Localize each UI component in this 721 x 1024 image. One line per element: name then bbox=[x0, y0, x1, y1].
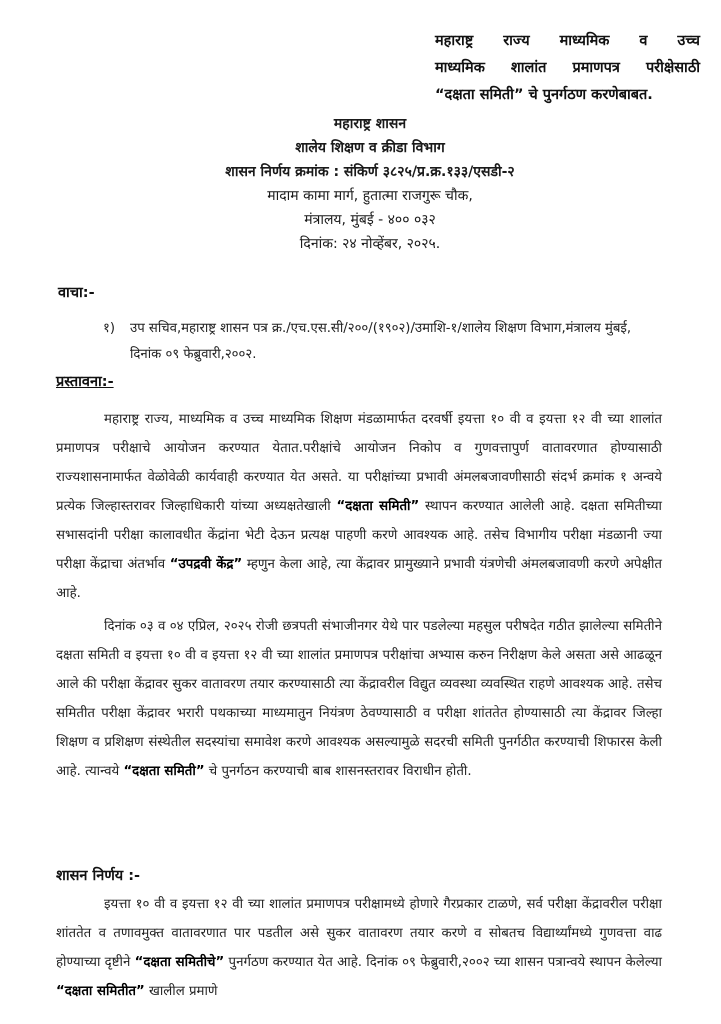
address-line-1: मादाम कामा मार्ग, हुतात्मा राजगुरू चौक, bbox=[267, 188, 473, 204]
preamble-paragraph-1 bbox=[56, 405, 662, 608]
bold-term: “दक्षता समितीत” bbox=[56, 984, 145, 999]
text-run: पुनर्गठण करण्यात येत आहे. दिनांक ०९ फेब्रुवारी,२००२ च्या शासन पत्रान्वये स्थापन केलेल्या bbox=[224, 955, 662, 970]
bold-term: “दक्षता समिती” bbox=[336, 499, 420, 514]
reference-text: उप सचिव,महाराष्ट्र शासन पत्र क्र./एच.एस.सी/२००/(१९०२)/उमाशि-१/शालेय शिक्षण विभाग,मंत्रालय मुंबई, दिनांक ०९ फेब्रुवारी,२००२. bbox=[130, 321, 632, 362]
decision-paragraph-1 bbox=[56, 890, 662, 1006]
address-line-2: मंत्रालय, मुंबई - ४०० ०३२ bbox=[304, 212, 436, 228]
text-run: महाराष्ट्र राज्य, माध्यमिक व उच्च माध्यमिक शिक्षण मंडळामार्फत दरवर्षी इयत्ता १० वी व इयत्ता १२ वी च्या शालांत प्रमाणपत्र परीक्षाचे आयोजन करण्यात येतात.परीक्षांचे आयोजन निकोप व गुणवत्तापुर्ण वातावरणात होण्यासाठी राज्यशासनामार्फत वेळोवेळी कार्यवाही करण्यात येत असते. या परीक्षांच्या प्रभावी अंमलबजावणीसाठी संदर्भ क्रमांक १ अन्वये प्रत्येक जिल्हास्तरावर जिल्हाधिकारी यांच्या अध्यक्षतेखाली bbox=[56, 412, 662, 514]
reference-item bbox=[103, 316, 663, 368]
read-heading: वाचा:- bbox=[58, 285, 95, 301]
subject-line: महाराष्ट्र राज्य माध्यमिक व उच्च bbox=[435, 33, 700, 49]
text-run: दिनांक ०३ व ०४ एप्रिल, २०२५ रोजी छत्रपती संभाजीनगर येथे पार पडलेल्या महसुल परीषदेत गठीत झालेल्या समितीने दक्षता समिती व इयत्ता १० वी व इयत्ता १२ वी च्या शालांत प्रमाणपत्र परीक्षांचा अभ्यास करुन निरीक्षण केले असता असे आढळून आले की परीक्षा केंद्रावर सुकर वातावरण तयार करण्यासाठी त्या केंद्रावरील विद्युत व्यवस्था व्यवस्थित राहणे आवश्यक आहे. तसेच समितीत परीक्षा केंद्रावर भरारी पथकाच्या माध्यमातुन नियंत्रण ठेवण्यासाठी व परीक्षा शांततेत होण्यासाठी त्या केंद्रावर जिल्हा शिक्षण व प्रशिक्षण संस्थेतील सदस्यांचा समावेश करणे आवश्यक असल्यामुळे सदरची समिती पुनर्गठीत करण्याची शिफारस केली आहे. त्यान्वये bbox=[56, 619, 662, 779]
text-run: खालील प्रमाणे bbox=[144, 984, 218, 999]
preamble-paragraph-2 bbox=[56, 612, 662, 786]
bold-term: “दक्षता समितीचे” bbox=[134, 955, 225, 970]
subject-line: माध्यमिक शालांत प्रमाणपत्र परीक्षेसाठी bbox=[435, 60, 700, 76]
text-run: म्हणुन केला आहे, त्या केंद्रावर प्रामुख्याने प्रभावी यंत्रणेची अंमलबजावणी करणे अपेक्षीत आहे. bbox=[56, 557, 662, 601]
reference-number: १) bbox=[103, 321, 116, 336]
text-run: चे पुनर्गठन करण्याची बाब शासनस्तरावर विराधीन होती. bbox=[204, 764, 472, 779]
text-run: स्थापन करण्यात आलेली आहे. दक्षता समितीच्या सभासदांनी परीक्षा कालावधीत केंद्रांना भेटी देऊन प्रत्यक्ष पाहणी करणे आवश्यक आहे. तसेच विभागीय परीक्षा मंडळानी ज्या परीक्षा केंद्राचा अंतर्भाव bbox=[56, 499, 663, 572]
subject-block bbox=[435, 28, 700, 109]
letterhead bbox=[160, 112, 580, 256]
subject-line: “दक्षता समिती” चे पुनर्गठण करणेबाबत. bbox=[435, 87, 653, 103]
text-run: इयत्ता १० वी व इयत्ता १२ वी च्या शालांत प्रमाणपत्र परीक्षामध्ये होणारे गैरप्रकार टाळणे, सर्व परीक्षा केंद्रावरील परीक्षा शांततेत व तणावमुक्त वातावरणात पार पडतील असे सुकर वातावरण तयार करणे व सोबतच विद्यार्थ्यांमध्ये गुणवत्ता वाढ होण्याच्या दृष्टीने bbox=[56, 897, 662, 970]
government-name: महाराष्ट्र शासन bbox=[333, 116, 407, 132]
issue-date: दिनांक: २४ नोव्हेंबर, २०२५. bbox=[299, 236, 441, 252]
department-name: शालेय शिक्षण व क्रीडा विभाग bbox=[295, 140, 445, 156]
gr-number: शासन निर्णय क्रमांक : संकिर्ण ३८२५/प्र.क्र.१३३/एसडी-२ bbox=[225, 164, 515, 180]
decision-heading: शासन निर्णय :- bbox=[56, 868, 141, 884]
bold-term: “उपद्रवी केंद्र” bbox=[169, 557, 243, 572]
bold-term: “दक्षता समिती” bbox=[123, 764, 205, 779]
preamble-heading: प्रस्तावना:- bbox=[56, 374, 114, 390]
